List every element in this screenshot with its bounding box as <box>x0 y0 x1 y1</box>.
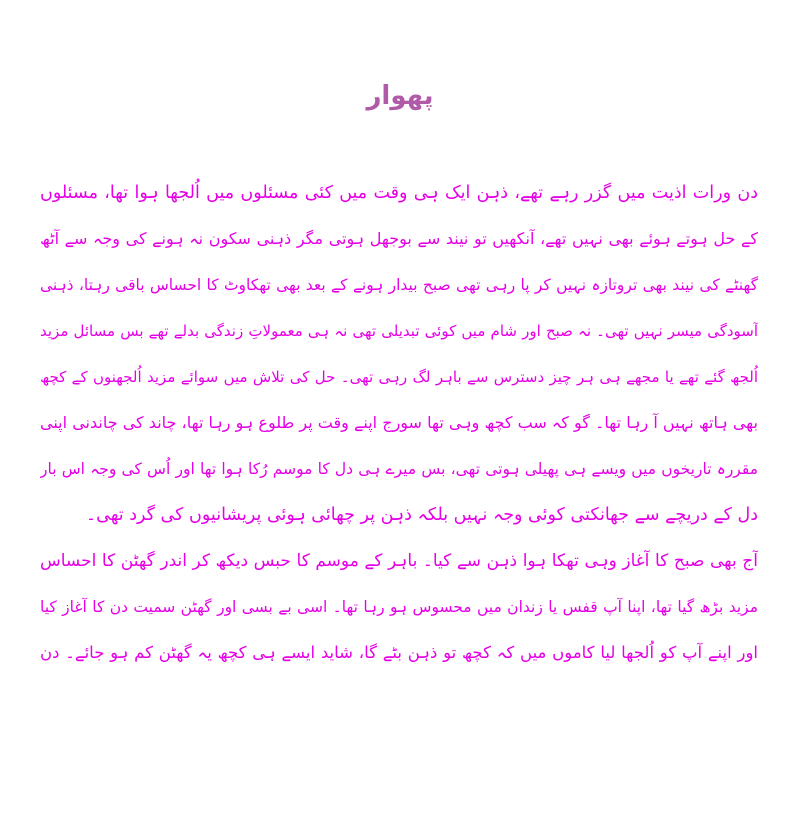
paragraph-line: آج بھی صبح کا آغاز وہی تھکا ہوا ذہن سے کیا۔ باہر کے موسم کا حبس دیکھ کر اندر گھٹن کا احساس <box>40 551 758 571</box>
article-body <box>40 170 758 676</box>
paragraph-line: دن ورات اذیت میں گزر رہے تھے، ذہن ایک ہی وقت میں کئی مسئلوں میں اُلجھا ہوا تھا، مسئلوں <box>40 183 758 203</box>
paragraph-line: گھنٹے کی نیند بھی تروتازہ نہیں کر پا رہی تھی صبح بیدار ہونے کے بعد بھی تھکاوٹ کا احساس باقی رہتا، ذہنی <box>40 276 758 294</box>
paragraph-line: اُلجھ گئے تھے یا مجھے ہی ہر چیز دسترس سے باہر لگ رہی تھی۔ حل کی تلاش میں سوائے مزید اُلجھنوں کے کچھ <box>40 368 758 386</box>
paragraph-line: اور اپنے آپ کو اُلجھا لیا کاموں میں کہ کچھ تو ذہن بٹے گا، شاید ایسے ہی کچھ یہ گھٹن کم ہو جائے۔ دن <box>40 643 758 662</box>
paragraph-line: کے حل ہوتے ہوئے بھی نہیں تھے، آنکھیں تو نیند سے بوجھل ہوتی مگر ذہنی سکون نہ ہونے کی وجہ سے آٹھ <box>40 229 758 248</box>
paragraph-line: مزید بڑھ گیا تھا، اپنا آپ قفس یا زندان میں محسوس ہو رہا تھا۔ اسی بے بسی اور گھٹن سمیت دن کا آغاز کیا <box>40 598 758 616</box>
paragraph-line: بھی ہاتھ نہیں آ رہا تھا۔ گو کہ سب کچھ وہی تھا سورج اپنے وقت پر طلوع ہو رہا تھا، چاند کی چاندنی اپنی <box>40 413 758 432</box>
paragraph-line: آسودگی میسر نہیں تھی۔ نہ صبح اور شام میں کوئی تبدیلی تھی نہ ہی معمولاتِ زندگی بدلے تھے بس مسائل مزید <box>40 322 758 340</box>
paragraph-line: دل کے دریچے سے جھانکتی کوئی وجہ نہیں بلکہ ذہن پر چھائی ہوئی پریشانیوں کی گرد تھی۔ <box>85 505 758 525</box>
page-title: پھوار <box>366 81 434 111</box>
paragraph-line: مقررہ تاریخوں میں ویسے ہی پھیلی ہوتی تھی، بس میرے ہی دل کا موسم رُکا ہوا تھا اور اُس کی وجہ اس بار <box>40 460 758 478</box>
